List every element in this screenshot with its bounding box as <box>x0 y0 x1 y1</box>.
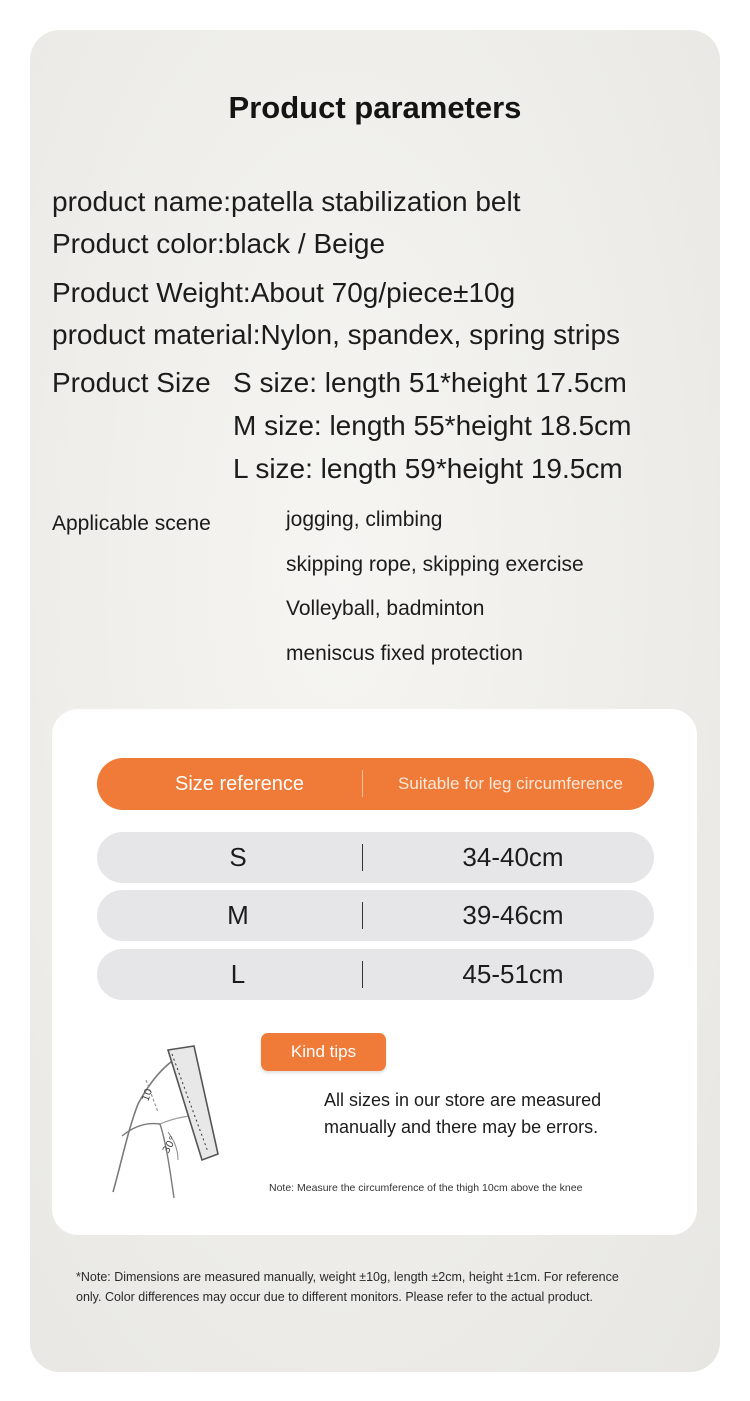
applicable-scene-label: Applicable scene <box>52 512 211 535</box>
size-cell: L <box>230 959 246 989</box>
column-divider <box>362 961 363 988</box>
scene-item: jogging, climbing <box>286 508 443 531</box>
size-l-spec: L size: length 59*height 19.5cm <box>233 453 623 484</box>
range-cell: 39-46cm <box>462 900 564 930</box>
kind-tips-badge: Kind tips <box>261 1033 386 1071</box>
header-leg-circumference: Suitable for leg circumference <box>398 774 623 793</box>
size-m-spec: M size: length 55*height 18.5cm <box>233 410 632 441</box>
header-size-reference: Size reference <box>175 772 304 795</box>
size-row <box>97 949 654 1000</box>
illustration-label: 30° <box>161 1134 180 1156</box>
range-cell: 45-51cm <box>462 959 564 989</box>
size-row <box>97 890 654 941</box>
footnote-line: only. Color differences may occur due to different monitors. Please refer to the actual product. <box>76 1290 593 1304</box>
measure-note: Note: Measure the circumference of the thigh 10cm above the knee <box>269 1182 583 1194</box>
size-s-spec: S size: length 51*height 17.5cm <box>233 367 627 398</box>
tips-line: All sizes in our store are measured <box>324 1090 602 1110</box>
size-cell: M <box>227 900 249 930</box>
column-divider <box>362 844 363 871</box>
size-table-header <box>97 758 654 810</box>
product-name: product name:patella stabilization belt <box>52 186 521 217</box>
product-color: Product color:black / Beige <box>52 228 386 259</box>
column-divider <box>362 902 363 929</box>
product-size-label: Product Size <box>52 367 211 398</box>
product-weight: Product Weight:About 70g/piece±10g <box>52 277 516 308</box>
tips-line: manually and there may be errors. <box>324 1117 599 1137</box>
product-material: product material:Nylon, spandex, spring strips <box>52 319 621 350</box>
size-cell: S <box>229 842 247 872</box>
footnote-line: *Note: Dimensions are measured manually, weight ±10g, length ±2cm, height ±1cm. For reference <box>76 1270 619 1284</box>
range-cell: 34-40cm <box>462 842 564 872</box>
page-title: Product parameters <box>228 90 522 125</box>
column-divider <box>362 770 363 797</box>
size-row <box>97 832 654 883</box>
scene-item: Volleyball, badminton <box>286 597 485 620</box>
scene-item: meniscus fixed protection <box>286 642 523 665</box>
knee-measurement-illustration <box>108 1042 238 1198</box>
scene-item: skipping rope, skipping exercise <box>286 553 584 576</box>
illustration-label: 10 <box>140 1087 156 1104</box>
